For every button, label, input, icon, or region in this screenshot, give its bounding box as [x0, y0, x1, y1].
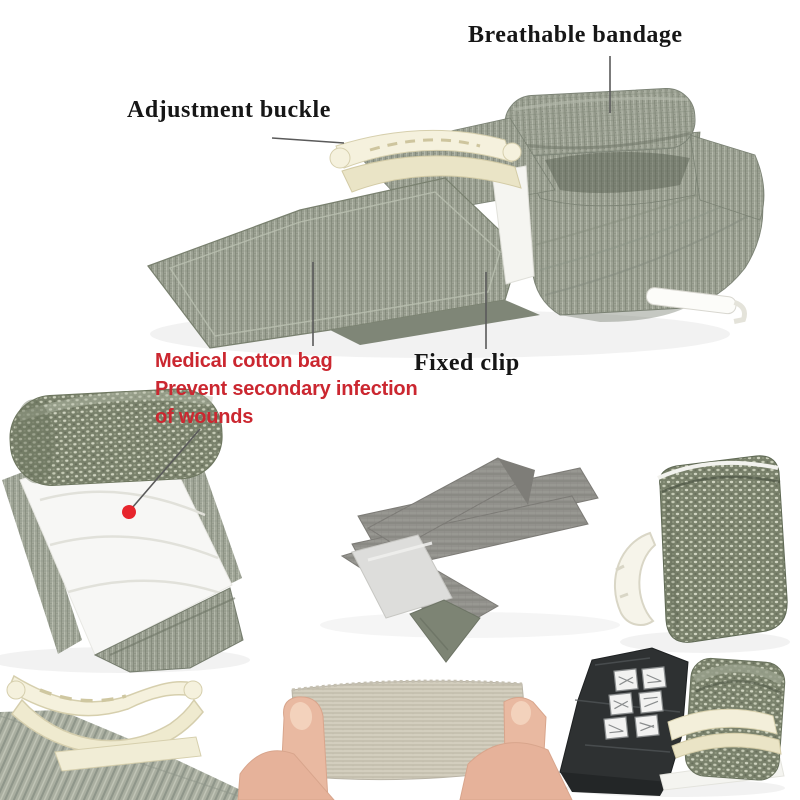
- buckle-gap: [96, 684, 106, 700]
- label-medical-cotton-line2: Prevent secondary infection: [155, 378, 418, 400]
- label-medical-cotton-line1: Medical cotton bag: [155, 350, 333, 372]
- label-medical-cotton-bag: [155, 347, 417, 431]
- photo-buckle-closeup: [0, 676, 262, 800]
- label-adjustment-buckle: Adjustment buckle: [127, 97, 331, 123]
- left-hand: [238, 697, 334, 800]
- fixed-clip-end: [645, 287, 747, 323]
- buckle-end-hook: [184, 681, 202, 699]
- red-dot-marker: [122, 505, 136, 519]
- label-fixed-clip: Fixed clip: [414, 350, 520, 376]
- photo-packaging: [560, 648, 786, 797]
- label-breathable-bandage: Breathable bandage: [468, 22, 683, 48]
- photo-main-open-bandage: [148, 87, 764, 358]
- crescent-clip: [615, 533, 655, 625]
- photo-roll-with-clip: [615, 456, 790, 653]
- leader-adjustment-buckle: [272, 138, 344, 143]
- photo-hands-stretching: [238, 681, 572, 800]
- photo-folded-straps: [320, 458, 620, 662]
- bandage-roll-right: [660, 456, 788, 643]
- label-medical-cotton-line3: of wounds: [155, 406, 254, 428]
- buckle-end-hook: [7, 681, 25, 699]
